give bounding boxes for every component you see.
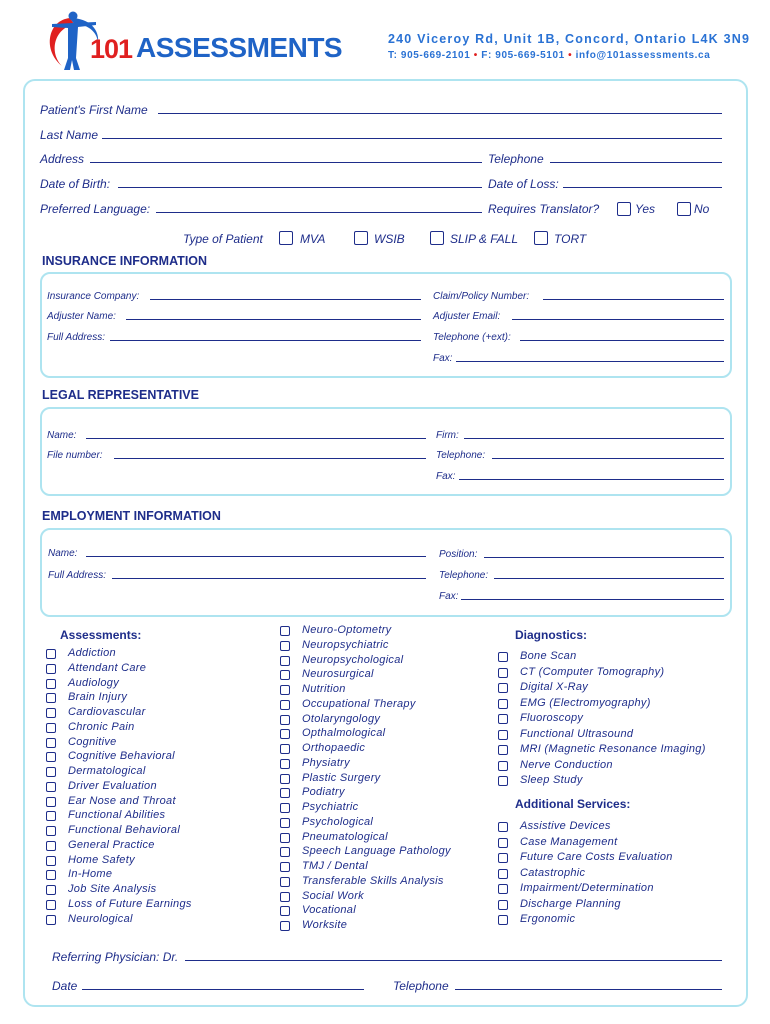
translator-no-label: No — [694, 202, 710, 216]
translator-label: Requires Translator? — [488, 202, 600, 216]
employment-fax-label: Fax: — [439, 591, 459, 602]
item-checkbox[interactable] — [46, 915, 56, 925]
item-label: Driver Evaluation — [68, 779, 157, 792]
logo-wordmark: ASSESSMENTS — [136, 32, 343, 63]
item-label: Fluoroscopy — [520, 712, 584, 724]
type-tort-checkbox[interactable] — [534, 231, 548, 245]
item-checkbox[interactable] — [46, 738, 56, 748]
employment-name-field[interactable] — [86, 556, 426, 557]
item-checkbox[interactable] — [498, 652, 508, 662]
item-label: Neuropsychiatric — [302, 638, 389, 651]
adjuster-email-field[interactable] — [512, 319, 724, 320]
item-checkbox[interactable] — [280, 774, 290, 784]
item-label: Addiction — [68, 647, 116, 659]
item-label: Impairment/Determination — [520, 882, 654, 894]
type-tort-label: TORT — [554, 232, 587, 246]
item-checkbox[interactable] — [498, 869, 508, 879]
letterhead — [0, 0, 770, 78]
item-label: Ergonomic — [520, 913, 576, 925]
employment-address-label: Full Address: — [48, 570, 106, 581]
type-wsib-label: WSIB — [374, 232, 405, 246]
item-checkbox[interactable] — [46, 797, 56, 807]
dob-label: Date of Birth: — [40, 177, 111, 191]
item-checkbox[interactable] — [280, 788, 290, 798]
type-mva-label: MVA — [300, 232, 326, 246]
company-fax: F: 905-669-5101 — [481, 50, 565, 61]
item-label: Cardiovascular — [68, 706, 146, 718]
item-checkbox[interactable] — [46, 900, 56, 910]
item-label: EMG (Electromyography) — [520, 696, 651, 709]
item-checkbox[interactable] — [46, 752, 56, 762]
item-label: Functional Behavioral — [68, 824, 181, 836]
patient-type-label: Type of Patient — [183, 232, 263, 246]
item-label: Podiatry — [302, 786, 345, 799]
address-label: Address — [40, 152, 85, 166]
item-checkbox[interactable] — [46, 826, 56, 836]
type-wsib-checkbox[interactable] — [354, 231, 368, 245]
item-checkbox[interactable] — [280, 700, 290, 710]
item-label: CT (Computer Tomography) — [520, 665, 665, 678]
company-email: info@101assessments.ca — [575, 50, 711, 61]
item-label: Audiology — [68, 676, 120, 689]
item-label: Psychiatric — [302, 801, 359, 813]
date-of-loss-label: Date of Loss: — [488, 177, 559, 191]
insurance-company-field[interactable] — [150, 299, 421, 300]
additional-services-title: Additional Services: — [515, 797, 631, 811]
address-field[interactable] — [90, 162, 482, 163]
item-checkbox[interactable] — [46, 767, 56, 777]
item-label: Home Safety — [68, 853, 135, 866]
insurance-section-title: INSURANCE INFORMATION — [42, 254, 208, 268]
company-address: 240 Viceroy Rd, Unit 1B, Concord, Ontario L4K 3N9 — [388, 32, 751, 46]
file-number-label: File number: — [47, 450, 103, 461]
telephone-field[interactable] — [550, 162, 722, 163]
item-checkbox[interactable] — [280, 759, 290, 769]
item-checkbox[interactable] — [280, 670, 290, 680]
adjuster-name-label: Adjuster Name: — [47, 311, 116, 322]
item-checkbox[interactable] — [498, 900, 508, 910]
item-label: Neuro-Optometry — [302, 624, 392, 636]
insurance-address-field[interactable] — [110, 340, 421, 341]
adjuster-name-field[interactable] — [126, 319, 421, 320]
item-checkbox[interactable] — [46, 885, 56, 895]
telephone-label: Telephone — [488, 152, 544, 166]
item-checkbox[interactable] — [280, 685, 290, 695]
item-checkbox[interactable] — [280, 641, 290, 651]
item-label: Bone Scan — [520, 650, 577, 662]
item-checkbox[interactable] — [280, 744, 290, 754]
position-label: Position: — [439, 549, 478, 560]
company-phone: T: 905-669-2101 — [388, 50, 471, 61]
legal-section-box — [40, 407, 732, 496]
employment-fax-field[interactable] — [461, 599, 724, 600]
item-checkbox[interactable] — [46, 708, 56, 718]
item-checkbox[interactable] — [46, 723, 56, 733]
footer-telephone-field[interactable] — [455, 989, 722, 990]
item-checkbox[interactable] — [498, 714, 508, 724]
item-label: Attendant Care — [68, 661, 147, 674]
assessments-title: Assessments: — [60, 628, 142, 642]
type-slip-fall-checkbox[interactable] — [430, 231, 444, 245]
item-checkbox[interactable] — [46, 811, 56, 821]
item-checkbox[interactable] — [280, 715, 290, 725]
logo-number: 101 — [90, 34, 133, 64]
item-checkbox[interactable] — [280, 862, 290, 872]
item-checkbox[interactable] — [280, 626, 290, 636]
item-label: Job Site Analysis — [68, 883, 157, 895]
item-checkbox[interactable] — [280, 921, 290, 931]
insurance-company-label: Insurance Company: — [47, 291, 140, 302]
item-label: Future Care Costs Evaluation — [520, 851, 673, 863]
translator-no-checkbox[interactable] — [677, 202, 691, 216]
referring-physician-label: Referring Physician: Dr. — [52, 950, 179, 964]
position-field[interactable] — [484, 557, 724, 558]
insurance-address-label: Full Address: — [47, 332, 105, 343]
item-label: MRI (Magnetic Resonance Imaging) — [520, 743, 706, 755]
item-label: Pneumatological — [302, 830, 388, 843]
item-label: Case Management — [520, 835, 618, 848]
file-number-field[interactable] — [114, 458, 426, 459]
insurance-telephone-field[interactable] — [520, 340, 724, 341]
item-checkbox[interactable] — [46, 870, 56, 880]
company-contact — [388, 50, 710, 61]
item-label: Loss of Future Earnings — [68, 897, 192, 910]
last-name-field[interactable] — [102, 138, 722, 139]
item-label: Plastic Surgery — [302, 771, 381, 784]
item-checkbox[interactable] — [280, 803, 290, 813]
item-checkbox[interactable] — [280, 892, 290, 902]
separator-dot: • — [473, 50, 478, 61]
item-checkbox[interactable] — [280, 847, 290, 857]
item-checkbox[interactable] — [498, 915, 508, 925]
item-label: Dermatological — [68, 765, 146, 777]
item-label: Worksite — [302, 919, 348, 931]
item-checkbox[interactable] — [46, 679, 56, 689]
item-label: Cognitive — [68, 735, 117, 748]
item-label: Nutrition — [302, 683, 346, 695]
employment-section-title: EMPLOYMENT INFORMATION — [42, 509, 221, 523]
item-label: In-Home — [68, 868, 113, 881]
employment-telephone-field[interactable] — [494, 578, 724, 579]
employment-name-label: Name: — [48, 548, 78, 559]
item-checkbox[interactable] — [46, 693, 56, 703]
item-checkbox[interactable] — [498, 822, 508, 832]
translator-yes-checkbox[interactable] — [617, 202, 631, 216]
item-checkbox[interactable] — [280, 818, 290, 828]
language-field[interactable] — [156, 212, 482, 213]
item-checkbox[interactable] — [498, 683, 508, 693]
item-label: Discharge Planning — [520, 897, 621, 910]
footer-telephone-label: Telephone — [393, 979, 449, 993]
firm-label: Firm: — [436, 430, 459, 441]
item-checkbox[interactable] — [280, 729, 290, 739]
item-label: Sleep Study — [520, 774, 583, 786]
last-name-label: Last Name — [40, 128, 99, 142]
claim-number-field[interactable] — [543, 299, 724, 300]
item-label: Functional Ultrasound — [520, 727, 634, 740]
item-label: Transferable Skills Analysis — [302, 874, 444, 887]
legal-telephone-label: Telephone: — [436, 450, 486, 461]
item-label: Functional Abilities — [68, 809, 166, 822]
footer-date-field[interactable] — [82, 989, 364, 990]
item-label: Neurological — [68, 912, 133, 925]
translator-yes-label: Yes — [635, 202, 656, 216]
insurance-section-box — [40, 272, 732, 378]
item-label: General Practice — [68, 838, 155, 851]
item-label: Cognitive Behavioral — [68, 750, 175, 763]
legal-fax-field[interactable] — [459, 479, 724, 480]
employment-address-field[interactable] — [112, 578, 426, 579]
legal-name-label: Name: — [47, 430, 77, 441]
first-name-field[interactable] — [158, 113, 722, 114]
item-label: Orthopaedic — [302, 742, 366, 754]
item-checkbox[interactable] — [498, 730, 508, 740]
item-checkbox[interactable] — [280, 833, 290, 843]
item-label: Nerve Conduction — [520, 758, 613, 771]
claim-number-label: Claim/Policy Number: — [433, 291, 530, 302]
referring-physician-field[interactable] — [185, 960, 722, 961]
item-label: Social Work — [302, 889, 364, 902]
item-label: Neuropsychological — [302, 653, 404, 666]
item-label: Occupational Therapy — [302, 697, 416, 710]
item-checkbox[interactable] — [280, 906, 290, 916]
item-checkbox[interactable] — [280, 877, 290, 887]
item-label: Chronic Pain — [68, 720, 135, 733]
item-label: TMJ / Dental — [302, 860, 368, 872]
item-label: Digital X-Ray — [520, 681, 589, 693]
dob-field[interactable] — [118, 187, 482, 188]
item-checkbox[interactable] — [498, 761, 508, 771]
item-label: Otolaryngology — [302, 712, 381, 725]
legal-telephone-field[interactable] — [492, 458, 724, 459]
item-label: Brain Injury — [68, 691, 128, 704]
employment-section-box — [40, 528, 732, 617]
item-label: Assistive Devices — [520, 820, 611, 832]
item-label: Neurosurgical — [302, 668, 374, 681]
item-checkbox[interactable] — [498, 699, 508, 709]
item-checkbox[interactable] — [498, 776, 508, 786]
type-slip-fall-label: SLIP & FALL — [450, 232, 519, 246]
first-name-label: Patient's First Name — [40, 103, 148, 117]
item-checkbox[interactable] — [46, 841, 56, 851]
legal-name-field[interactable] — [86, 438, 426, 439]
insurance-fax-field[interactable] — [456, 361, 724, 362]
footer-date-label: Date — [52, 979, 78, 993]
item-label: Catastrophic — [520, 866, 586, 879]
item-label: Physiatry — [302, 756, 350, 769]
item-checkbox[interactable] — [498, 884, 508, 894]
diagnostics-title: Diagnostics: — [515, 628, 588, 642]
language-label: Preferred Language: — [40, 202, 151, 216]
adjuster-email-label: Adjuster Email: — [433, 311, 501, 322]
company-logo — [40, 10, 345, 72]
type-mva-checkbox[interactable] — [279, 231, 293, 245]
item-checkbox[interactable] — [46, 856, 56, 866]
item-label: Opthalmological — [302, 727, 386, 740]
item-label: Psychological — [302, 815, 374, 828]
date-of-loss-field[interactable] — [563, 187, 722, 188]
legal-section-title: LEGAL REPRESENTATIVE — [42, 388, 199, 402]
item-label: Speech Language Pathology — [302, 845, 451, 858]
item-checkbox[interactable] — [498, 853, 508, 863]
item-label: Vocational — [302, 904, 356, 917]
insurance-fax-label: Fax: — [433, 353, 453, 364]
item-checkbox[interactable] — [498, 838, 508, 848]
item-checkbox[interactable] — [46, 782, 56, 792]
item-checkbox[interactable] — [280, 656, 290, 666]
item-checkbox[interactable] — [498, 668, 508, 678]
legal-fax-label: Fax: — [436, 471, 456, 482]
insurance-telephone-label: Telephone (+ext): — [433, 332, 511, 343]
employment-telephone-label: Telephone: — [439, 570, 489, 581]
item-checkbox[interactable] — [46, 649, 56, 659]
separator-dot: • — [568, 50, 573, 61]
item-label: Ear Nose and Throat — [68, 794, 176, 807]
item-checkbox[interactable] — [498, 745, 508, 755]
firm-field[interactable] — [464, 438, 724, 439]
item-checkbox[interactable] — [46, 664, 56, 674]
